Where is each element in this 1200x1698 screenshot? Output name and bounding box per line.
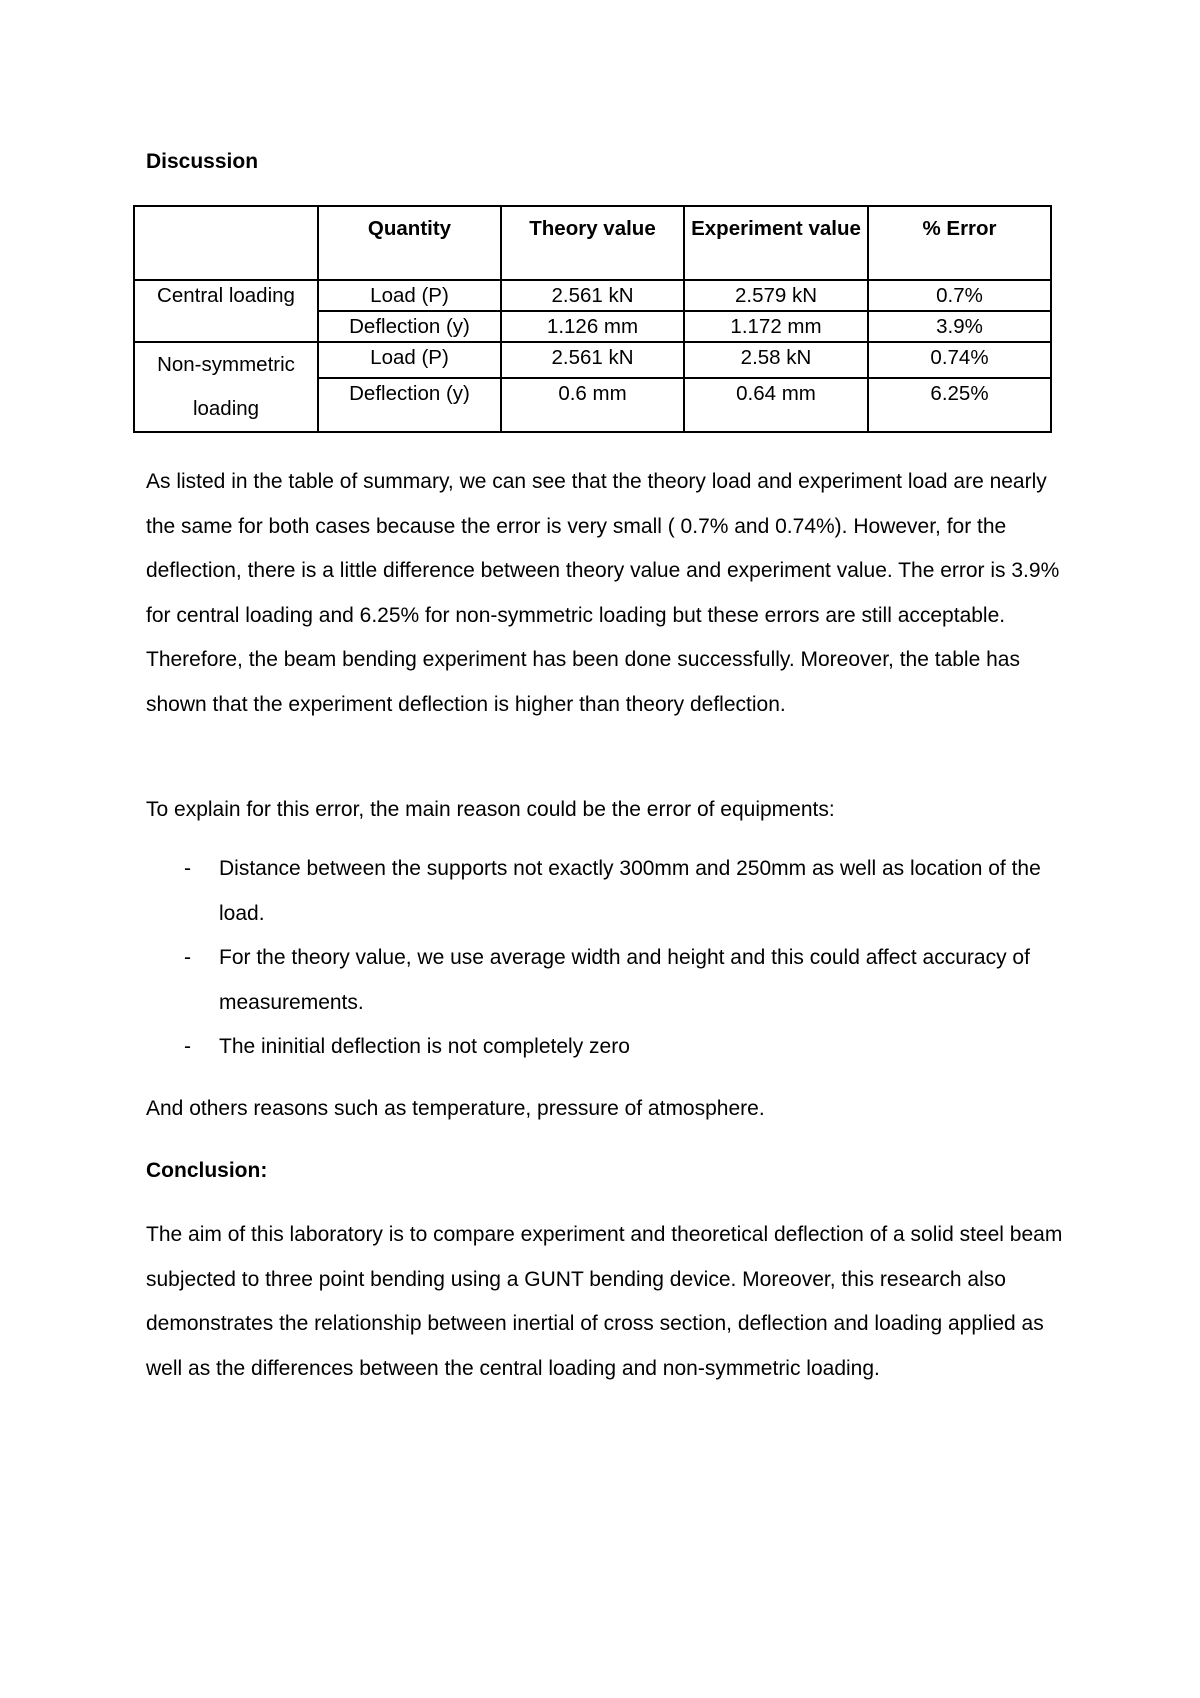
group-label-non-symmetric: Non-symmetric loading: [134, 342, 318, 432]
table-header-error: % Error: [868, 206, 1051, 280]
bullet-dash: -: [184, 946, 191, 969]
cell-quantity: Deflection (y): [318, 311, 501, 342]
list-item-text: Distance between the supports not exactly 300mm and 250mm as well as location of the load.: [219, 857, 1041, 925]
cell-quantity: Deflection (y): [318, 378, 501, 432]
cell-error: 3.9%: [868, 311, 1051, 342]
explanation-paragraph: To explain for this error, the main reason could be the error of equipments:: [146, 798, 835, 821]
table-header-theory: Theory value: [501, 206, 684, 280]
cell-experiment: 2.58 kN: [684, 342, 868, 378]
discussion-heading: Discussion: [146, 150, 259, 173]
reasons-list: [146, 847, 1066, 1070]
table-row: [134, 342, 1051, 378]
cell-experiment: 1.172 mm: [684, 311, 868, 342]
table-header-quantity: Quantity: [318, 206, 501, 280]
other-reasons-paragraph: And others reasons such as temperature, pressure of atmosphere.: [146, 1097, 765, 1120]
table-header-blank: [134, 206, 318, 280]
cell-theory: 2.561 kN: [501, 280, 684, 311]
cell-theory: 0.6 mm: [501, 378, 684, 432]
cell-error: 6.25%: [868, 378, 1051, 432]
cell-theory: 1.126 mm: [501, 311, 684, 342]
cell-theory: 2.561 kN: [501, 342, 684, 378]
cell-experiment: 2.579 kN: [684, 280, 868, 311]
table-row: [134, 280, 1051, 311]
table-header-experiment: Experiment value: [684, 206, 868, 280]
group-label-central: Central loading: [134, 280, 318, 342]
cell-experiment: 0.64 mm: [684, 378, 868, 432]
bullet-dash: -: [184, 1035, 191, 1058]
table-header-row: [134, 206, 1051, 280]
list-item: [146, 1025, 1066, 1070]
conclusion-paragraph: The aim of this laboratory is to compare experiment and theoretical deflection of a solid steel beam subjected to three point bending using a GUNT bending device. Moreover, this research also demonstrates the relationship between inertial of cross section, deflection and loading applied as well as the differences between the central loading and non-symmetric loading.: [146, 1223, 1063, 1380]
cell-error: 0.74%: [868, 342, 1051, 378]
cell-quantity: Load (P): [318, 342, 501, 378]
list-item-text: The ininitial deflection is not completely zero: [219, 1035, 630, 1058]
cell-quantity: Load (P): [318, 280, 501, 311]
summary-paragraph: As listed in the table of summary, we can see that the theory load and experiment load are nearly the same for both cases because the error is very small ( 0.7% and 0.74%). However, for the deflection, there is a little difference between theory value and experiment value. The error is 3.9% for central loading and 6.25% for non-symmetric loading but these errors are still acceptable. Therefore, the beam bending experiment has been done successfully. Moreover, the table has shown that the experiment deflection is higher than theory deflection.: [146, 470, 1060, 716]
conclusion-heading: Conclusion:: [146, 1159, 268, 1182]
cell-error: 0.7%: [868, 280, 1051, 311]
bullet-dash: -: [184, 857, 191, 880]
summary-table: [133, 205, 1052, 433]
list-item-text: For the theory value, we use average width and height and this could affect accuracy of measurements.: [219, 946, 1030, 1014]
list-item: [146, 936, 1066, 1025]
list-item: [146, 847, 1066, 936]
